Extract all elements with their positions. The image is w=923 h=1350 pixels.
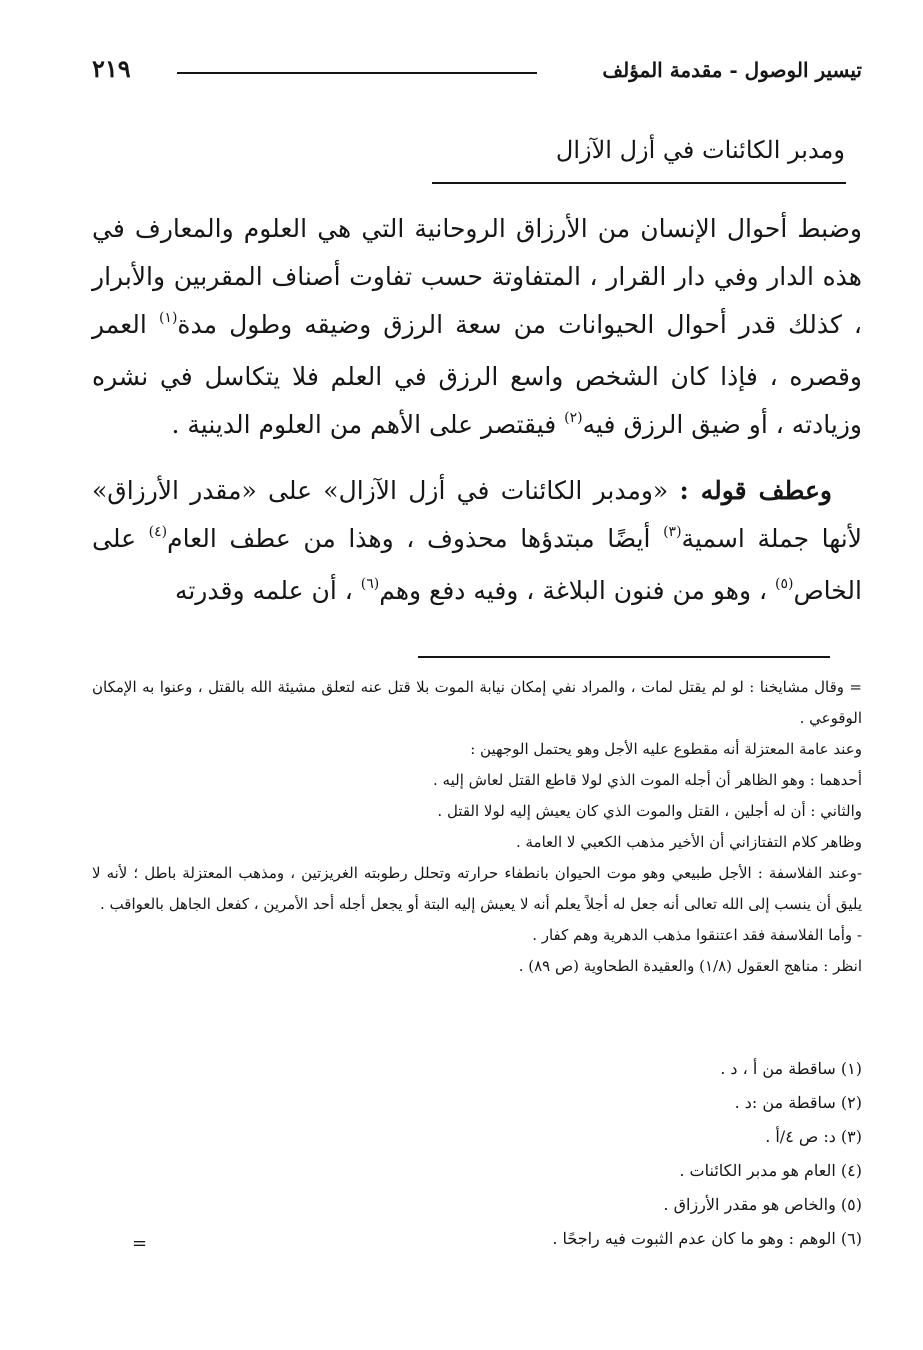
note-line: - وأما الفلاسفة فقد اعتنقوا مذهب الدهرية وهم كفار .	[532, 926, 862, 944]
note-line: = وقال مشايخنا : لو لم يقتل لمات ، والمراد نفي إمكان نيابة الموت بلا قتل عنه لتعلق مشيئة الله بالقتل ، وعنوا به الإمكان الوقوعي .	[92, 678, 862, 727]
body-text-run: وضبط أحوال الإنسان من الأرزاق الروحانية التي هي العلوم والمعارف في هذه الدار وفي دار القرار ، المتفاوتة حسب تفاوت أصناف المقربين والأبرار ، كذلك قدر أحوال الحيوانات من سعة الرزق وضيقه وطول مدة	[92, 214, 862, 339]
footnote-item: (٤) العام هو مدبر الكائنات .	[679, 1161, 862, 1180]
body-paragraph	[92, 205, 862, 453]
body-text-run: «ومدبر الكائنات في أزل الآزال» على «مقدر الأرزاق» لأنها جملة اسمية	[92, 476, 862, 553]
footnote-item: (٥) والخاص هو مقدر الأرزاق .	[663, 1195, 862, 1214]
footnote-ref: (١)	[158, 310, 178, 326]
footnote-ref: (٣)	[663, 524, 682, 540]
body-text-run: ، أن علمه وقدرته	[174, 576, 361, 605]
note-line: وظاهر كلام التفتازاني أن الأخير مذهب الكعبي لا العامة .	[515, 833, 862, 851]
body-text-run: العمر وقصره ، فإذا كان الشخص واسع الرزق في العلم فلا يتكاسل في نشره وزيادته ، أو ضيق الرزق فيه	[92, 310, 862, 439]
body-text-run: أيضًا مبتدؤها محذوف ، وهذا من عطف العام	[167, 524, 664, 553]
main-text	[92, 205, 862, 619]
heading-underline	[432, 182, 846, 184]
note-line: -وعند الفلاسفة : الأجل طبيعي وهو موت الحيوان بانطفاء حرارته وتحلل رطوبته الغريزتين ، ومذهب المعتزلة باطل ؛ لأنه لا يليق أن ينسب إلى الله تعالى أنه جعل له أجلاً يعلم أنه لا يعيش إليه البتة أو يجعل أجله أحد الأمرين ، كفعل الجاهل بالعواقب .	[92, 864, 862, 913]
body-text-run: على الخاص	[92, 524, 862, 605]
note-line: أحدهما : وهو الظاهر أن أجله الموت الذي لولا قاطع القتل لعاش إليه .	[433, 771, 862, 789]
page-number: ٢١٩	[92, 54, 131, 83]
running-title: تيسير الوصول - مقدمة المؤلف	[602, 58, 862, 82]
header-rule	[177, 72, 537, 74]
footnote-item: (١) ساقطة من أ ، د .	[720, 1059, 862, 1078]
continuation-mark: =	[132, 1233, 148, 1254]
footnote-item: (٦) الوهم : وهو ما كان عدم الثبوت فيه راجحًا .	[552, 1229, 862, 1248]
notes-separator	[418, 656, 830, 658]
footnote-item: (٣) د: ص ٤/أ .	[765, 1127, 862, 1146]
footnote-ref: (٤)	[148, 524, 168, 540]
footnote-ref: (٥)	[774, 576, 794, 592]
running-header	[92, 50, 862, 90]
footnote-ref: (٦)	[360, 576, 380, 592]
commentary-notes	[92, 672, 862, 982]
body-paragraph	[92, 467, 862, 619]
footnote-ref: (٢)	[564, 410, 583, 426]
paragraph-lead: وعطف قوله :	[679, 476, 832, 505]
footnote-item: (٢) ساقطة من :د .	[734, 1093, 862, 1112]
note-line: والثاني : أن له أجلين ، القتل والموت الذي كان يعيش إليه لولا القتل .	[437, 802, 862, 820]
body-text-run: ، وهو من فنون البلاغة ، وفيه دفع وهم	[379, 576, 775, 605]
note-line: انظر : مناهج العقول (١/٨) والعقيدة الطحاوية (ص ٨٩) .	[518, 957, 862, 975]
footnote-list	[92, 1052, 862, 1256]
section-heading: ومدبر الكائنات في أزل الآزال	[555, 136, 845, 164]
body-text-run: فيقتصر على الأهم من العلوم الدينية .	[171, 410, 565, 439]
note-line: وعند عامة المعتزلة أنه مقطوع عليه الأجل وهو يحتمل الوجهين :	[470, 740, 862, 758]
